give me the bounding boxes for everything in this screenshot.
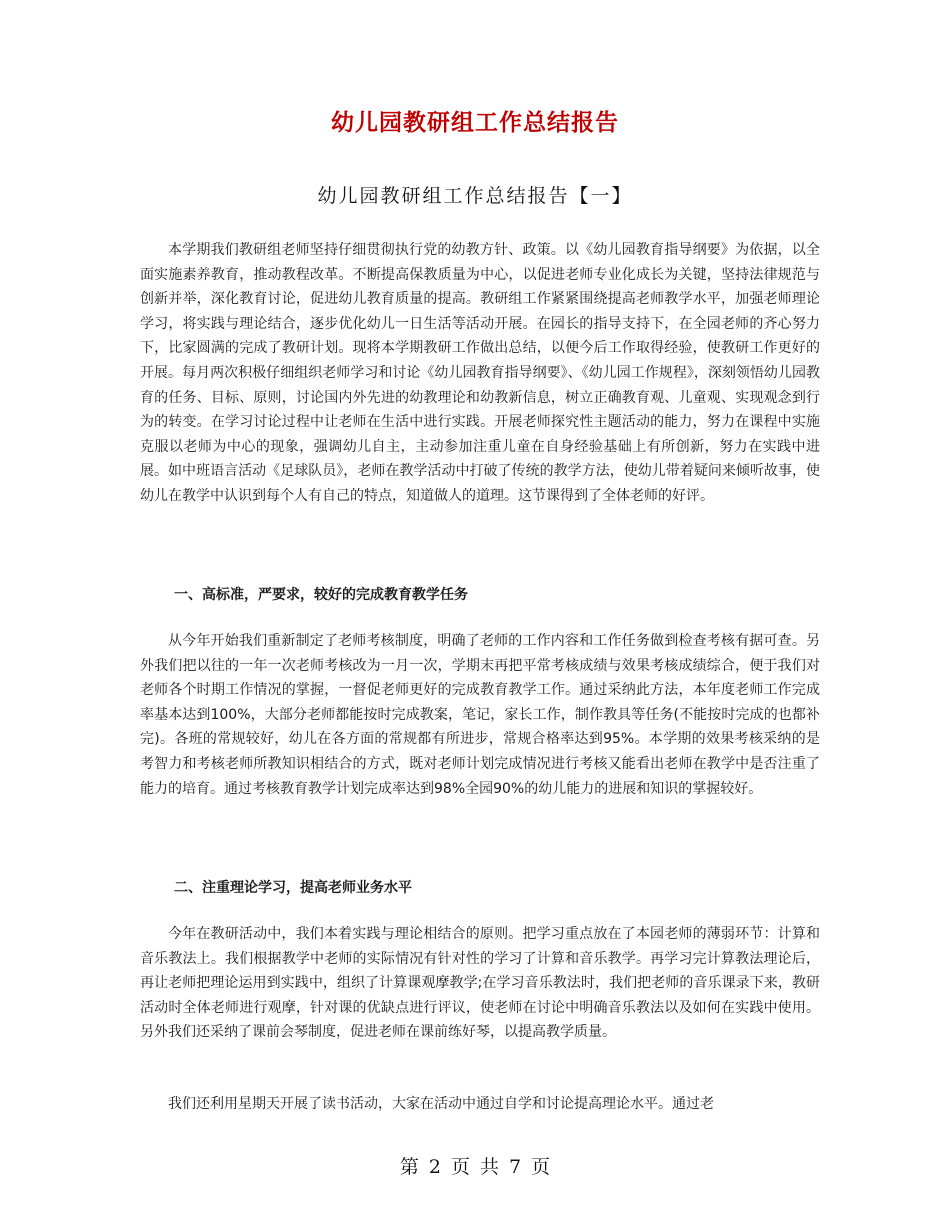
paragraph-section-1: 从今年开始我们重新制定了老师考核制度，明确了老师的工作内容和工作任务做到检查考核有据可查。另外我们把以往的一年一次老师考核改为一月一次，学期末再把平常考核成绩与效果考核成绩综合，便于我们对老师各个时期工作情况的掌握，一督促老师更好的完成教育教学工作。通过采纳此方法，本年度老师工作完成率基本达到100%，大部分老师都能按时完成教案，笔记，家长工作，制作教具等任务(不能按时完成的也都补完)。各班的常规较好，幼儿在各方面的常规都有所进步，常规合格率达到95%。本学期的效果考核采纳的是考智力和考核老师所教知识相结合的方式，既对老师计划完成情况进行考核又能看出老师在教学中是否注重了能力的培育。通过考核教育教学计划完成率达到98%全园90%的幼儿能力的进展和知识的掌握较好。	[140, 633, 820, 797]
paragraph-intro: 本学期我们教研组老师坚持仔细贯彻执行党的幼教方针、政策。以《幼儿园教育指导纲要》为依据，以全面实施素养教育，推动教程改革。不断提高保教质量为中心，以促进老师专业化成长为关键，坚持法律规范与创新并举，深化教育讨论，促进幼儿教育质量的提高。教研组工作紧紧围绕提高老师教学水平，加强老师理论学习，将实践与理论结合，逐步优化幼儿一日生活等活动开展。在园长的指导支持下，在全园老师的齐心努力下，比家圆满的完成了教研计划。现将本学期教研工作做出总结，以便今后工作取得经验，使教研工作更好的开展。每月两次积极仔细组织老师学习和讨论《幼儿园教育指导纲要》、《幼儿园工作规程》，深刻领悟幼儿园教育的任务、目标、原则，讨论国内外先进的幼教理论和幼教新信息，树立正确教育观、儿童观、实现观念到行为的转变。在学习讨论过程中让老师在生活中进行实践。开展老师探究性主题活动的能力，努力在课程中实施克服以老师为中心的现象，强调幼儿自主，主动参加注重儿童在自身经验基础上有所创新，努力在实践中进展。如中班语言活动《足球队员》，老师在教学活动中打破了传统的教学方法，使幼儿带着疑问来倾听故事，使幼儿在教学中认识到每个人有自己的特点，知道做人的道理。这节课得到了全体老师的好评。	[140, 242, 820, 504]
paragraph-section-2: 今年在教研活动中，我们本着实践与理论相结合的原则。把学习重点放在了本园老师的薄弱环节：计算和音乐教法上。我们根据教学中老师的实际情况有针对性的学习了计算和音乐教学。再学习完计算教法理论后，再让老师把理论运用到实践中，组织了计算课观摩教学;在学习音乐教法时，我们把老师的音乐课录下来，教研活动时全体老师进行观摩，针对课的优缺点进行评议，使老师在讨论中明确音乐教法以及如何在实践中使用。另外我们还采纳了课前会琴制度，促进老师在课前练好琴，以提高教学质量。	[140, 926, 820, 1041]
document-title: 幼儿园教研组工作总结报告	[331, 110, 619, 136]
page-number-footer: 第 2 页 共 7 页	[399, 1156, 551, 1178]
section-heading-1: 一、高标准，严要求，较好的完成教育教学任务	[174, 587, 468, 603]
document-subtitle: 幼儿园教研组工作总结报告【一】	[317, 185, 633, 207]
section-heading-2: 二、注重理论学习，提高老师业务水平	[174, 880, 412, 896]
paragraph-section-2-continued: 我们还利用星期天开展了读书活动，大家在活动中通过自学和讨论提高理论水平。通过老	[168, 1096, 714, 1112]
